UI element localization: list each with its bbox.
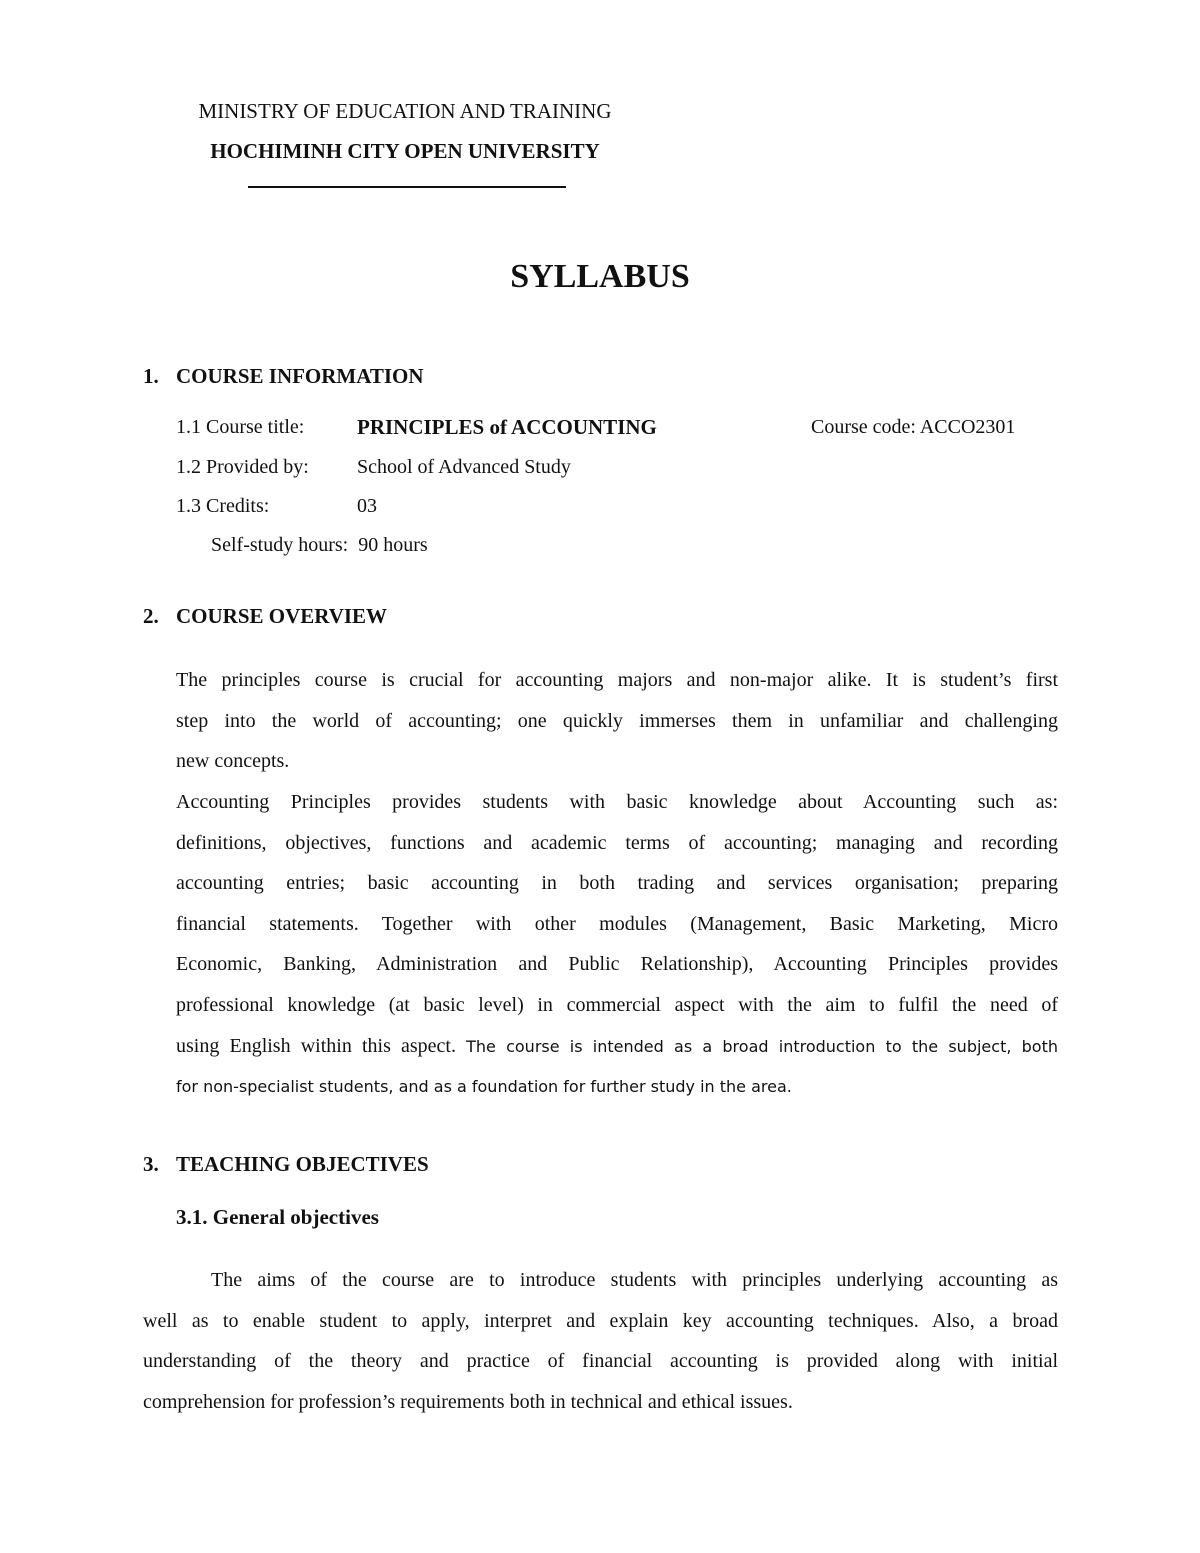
general-objectives-heading: 3.1. General objectives — [176, 1205, 379, 1229]
self-study-hours: Self-study hours: 90 hours — [211, 534, 428, 556]
overview-p2-line: accounting entries; basic accounting in both trading and services organisation; preparing — [176, 872, 1058, 895]
university-name: HOCHIMINH CITY OPEN UNIVERSITY — [210, 139, 600, 163]
overview-paragraph-2 — [176, 782, 1058, 1107]
overview-p2-serif-part: using English within this aspect. — [176, 1034, 467, 1057]
section-3-heading — [143, 1152, 743, 1182]
overview-p1-line: step into the world of accounting; one quickly immerses them in unfamiliar and challenging — [176, 709, 1058, 732]
overview-p2-line: definitions, objectives, functions and academic terms of accounting; managing and recording — [176, 831, 1058, 854]
credits-value: 03 — [357, 495, 377, 517]
course-title-value: PRINCIPLES of ACCOUNTING — [357, 415, 657, 439]
overview-p2-line: professional knowledge (at basic level) in commercial aspect with the aim to fulfil the need of — [176, 993, 1058, 1016]
overview-p2-line: Accounting Principles provides students with basic knowledge about Accounting such as: — [176, 791, 1058, 813]
section-1-number: 1. — [143, 364, 159, 388]
objectives-line: understanding of the theory and practice of financial accounting is provided along with initial — [143, 1350, 1058, 1373]
credits-label: 1.3 Credits: — [176, 495, 270, 517]
section-2-title: COURSE OVERVIEW — [176, 604, 388, 628]
provided-by-label: 1.2 Provided by: — [176, 456, 309, 478]
section-3-number: 3. — [143, 1152, 159, 1176]
overview-p2-line-mixed — [176, 1026, 1058, 1067]
section-2-heading — [143, 604, 743, 634]
overview-p2-sans-last: for non-specialist students, and as a foundation for further study in the area. — [176, 1077, 792, 1097]
overview-p1-line: The principles course is crucial for accounting majors and non-major alike. It is student’s first — [176, 669, 1058, 691]
course-title-label: 1.1 Course title: — [176, 416, 305, 438]
overview-p2-sans-part: The course is intended as a broad introduction to the subject, both — [466, 1036, 1059, 1056]
overview-p1-line: new concepts. — [176, 750, 290, 773]
objectives-line: well as to enable student to apply, interpret and explain key accounting techniques. Also, a broad — [143, 1309, 1058, 1332]
section-1-heading — [143, 364, 743, 394]
overview-paragraph-1 — [176, 660, 1058, 782]
header-divider — [248, 186, 566, 188]
overview-p2-line: financial statements. Together with other modules (Management, Basic Marketing, Micro — [176, 912, 1058, 935]
provided-by-value: School of Advanced Study — [357, 456, 571, 478]
overview-p2-line: Economic, Banking, Administration and Public Relationship), Accounting Principles provides — [176, 953, 1058, 976]
general-objectives-paragraph — [143, 1260, 1058, 1422]
section-1-title: COURSE INFORMATION — [176, 364, 424, 388]
section-2-number: 2. — [143, 604, 159, 628]
ministry-name: MINISTRY OF EDUCATION AND TRAINING — [198, 99, 612, 123]
course-code: Course code: ACCO2301 — [811, 416, 1016, 438]
objectives-line: comprehension for profession’s requirements both in technical and ethical issues. — [143, 1390, 793, 1413]
section-3-title: TEACHING OBJECTIVES — [176, 1152, 429, 1176]
objectives-line: The aims of the course are to introduce students with principles underlying accounting as — [211, 1269, 1058, 1291]
document-title: SYLLABUS — [510, 258, 690, 295]
overview-p2-line-sans — [176, 1066, 1058, 1107]
